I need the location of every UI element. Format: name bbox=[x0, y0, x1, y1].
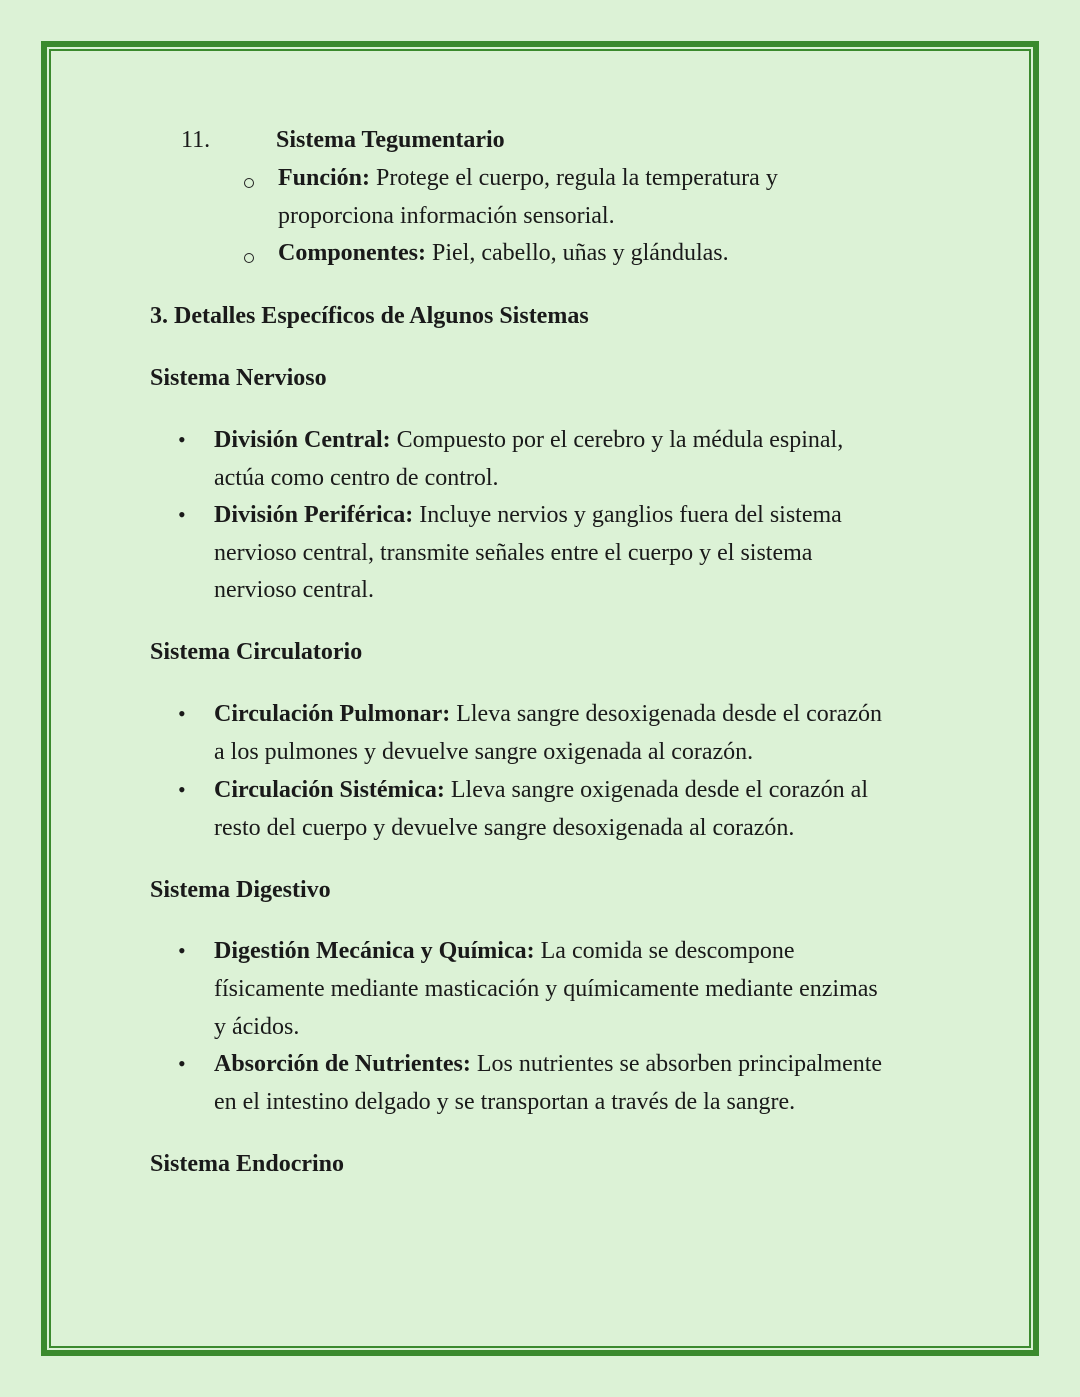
item-text: Lleva sangre desoxigenada desde el corazón bbox=[456, 701, 883, 727]
funcion-text-cont: proporciona información sensorial. bbox=[278, 203, 615, 229]
bullet-icon: • bbox=[178, 1051, 186, 1076]
list-item bbox=[214, 1045, 882, 1083]
item-text: Lleva sangre oxigenada desde el corazón al bbox=[450, 777, 868, 803]
bullet-icon: • bbox=[178, 938, 186, 963]
list-item bbox=[214, 496, 842, 534]
item-text-cont: y ácidos. bbox=[214, 1014, 300, 1040]
item-label: Circulación Pulmonar: bbox=[214, 701, 451, 727]
item-text-cont: físicamente mediante masticación y químicamente mediante enzimas bbox=[214, 976, 878, 1002]
item-text-cont: nervioso central, transmite señales entre el cuerpo y el sistema bbox=[214, 540, 813, 566]
componentes-label: Componentes: bbox=[278, 240, 426, 266]
item-label: División Central: bbox=[214, 427, 391, 453]
componentes-line bbox=[278, 234, 729, 272]
item-text: Los nutrientes se absorben principalmente bbox=[476, 1051, 883, 1077]
list-number: 11. bbox=[181, 127, 211, 153]
componentes-text: Piel, cabello, uñas y glándulas. bbox=[432, 240, 729, 266]
bullet-icon: • bbox=[178, 427, 186, 452]
circle-bullet-icon bbox=[244, 178, 254, 188]
bullet-icon: • bbox=[178, 701, 186, 726]
list-item bbox=[214, 932, 795, 970]
system-title: Sistema Tegumentario bbox=[276, 127, 505, 153]
section-heading: 3. Detalles Específicos de Algunos Sistemas bbox=[150, 303, 589, 329]
item-text: La comida se descompone bbox=[540, 938, 795, 964]
list-item bbox=[214, 421, 843, 459]
funcion-label: Función: bbox=[278, 165, 371, 191]
bullet-icon: • bbox=[178, 777, 186, 802]
funcion-line bbox=[278, 159, 778, 197]
item-label: Absorción de Nutrientes: bbox=[214, 1051, 471, 1077]
item-text-cont: nervioso central. bbox=[214, 577, 374, 603]
item-text: Incluye nervios y ganglios fuera del sistema bbox=[419, 502, 842, 528]
subsection-heading: Sistema Circulatorio bbox=[150, 639, 363, 665]
list-item bbox=[214, 771, 868, 809]
item-text-cont: resto del cuerpo y devuelve sangre desoxigenada al corazón. bbox=[214, 815, 795, 841]
item-text-cont: actúa como centro de control. bbox=[214, 465, 499, 491]
item-text-cont: en el intestino delgado y se transportan a través de la sangre. bbox=[214, 1089, 796, 1115]
subsection-heading: Sistema Nervioso bbox=[150, 365, 327, 391]
item-label: División Periférica: bbox=[214, 502, 414, 528]
item-label: Circulación Sistémica: bbox=[214, 777, 445, 803]
list-item bbox=[214, 695, 882, 733]
funcion-text: Protege el cuerpo, regula la temperatura y bbox=[376, 165, 778, 191]
item-label: Digestión Mecánica y Química: bbox=[214, 938, 535, 964]
item-text: Compuesto por el cerebro y la médula espinal, bbox=[396, 427, 844, 453]
subsection-heading: Sistema Endocrino bbox=[150, 1151, 345, 1177]
subsection-heading: Sistema Digestivo bbox=[150, 877, 331, 903]
circle-bullet-icon bbox=[244, 253, 254, 263]
item-text-cont: a los pulmones y devuelve sangre oxigenada al corazón. bbox=[214, 739, 754, 765]
bullet-icon: • bbox=[178, 502, 186, 527]
